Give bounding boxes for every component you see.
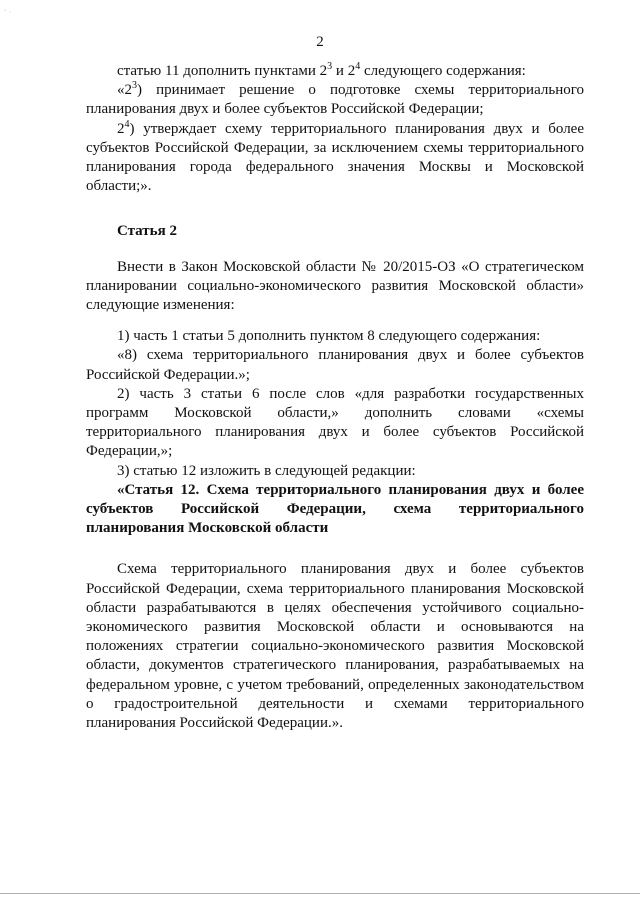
item-2-4-text: ) утверждает схему территориального планирования двух и более субъектов Российской Федерации, за исключением схемы территориального планирования города федерального значения Москвы и Московской области;».: [86, 120, 584, 195]
scan-corner-mark: ' ·: [4, 8, 12, 17]
article12-new-heading: «Статья 12. Схема территориального планирования двух и более субъектов Российской Федерации, схема территориального планирования Московской области: [86, 481, 584, 537]
article1-line-sup2: 4: [355, 61, 361, 72]
article1-line-mid: и 2: [332, 63, 356, 79]
item-2-3-text: ) принимает решение о подготовке схемы территориального планирования двух и более субъектов Российской Федерации;: [86, 82, 584, 118]
item-2-4-open: 2: [117, 120, 125, 137]
item-2-4-paragraph: [86, 120, 584, 197]
document-body: [86, 62, 584, 733]
item-2-3-open: «2: [117, 82, 132, 99]
article1-line-pre: статью 11 дополнить пунктами 2: [117, 63, 328, 79]
article1-amendment-line: [86, 62, 584, 81]
article12-new-body: Схема территориального планирования двух и более субъектов Российской Федерации, схема территориального планирования Московской области разрабатываются в целях обеспечения устойчивого социально-экономического развития Московской области и основываются на положениях стратегии социально-экономического развития Московской области, документов стратегического планирования, разрабатываемых на федеральном уровне, с учетом требований, определенных законодательством о градостроительной деятельности и схемами территориального планирования Российской Федерации.».: [86, 561, 584, 732]
article2-point1-quote: «8) схема территориального планирования двух и более субъектов Российской Федерации.»;: [86, 347, 584, 383]
article2-point1: 1) часть 1 статьи 5 дополнить пунктом 8 следующего содержания:: [117, 328, 541, 345]
bottom-scan-edge: [0, 893, 640, 894]
article2-point3: 3) статью 12 изложить в следующей редакции:: [117, 462, 416, 479]
article2-heading: Статья 2: [117, 223, 177, 240]
article1-line-sup1: 3: [327, 61, 333, 72]
item-2-3-sup: 3: [132, 80, 137, 92]
article2-intro: Внести в Закон Московской области № 20/2015-ОЗ «О стратегическом планировании социально-экономического развития Московской области» следующие изменения:: [86, 258, 584, 314]
item-2-4-sup: 4: [124, 118, 130, 130]
article1-line-post: следующего содержания:: [360, 63, 526, 79]
page-number: 2: [316, 34, 324, 50]
item-2-3-paragraph: [86, 81, 584, 119]
article2-point2: 2) часть 3 статьи 6 после слов «для разработки государственных программ Московской области,» дополнить словами «схемы территориального планирования двух и более субъектов Российской Федерации,»;: [86, 385, 584, 460]
